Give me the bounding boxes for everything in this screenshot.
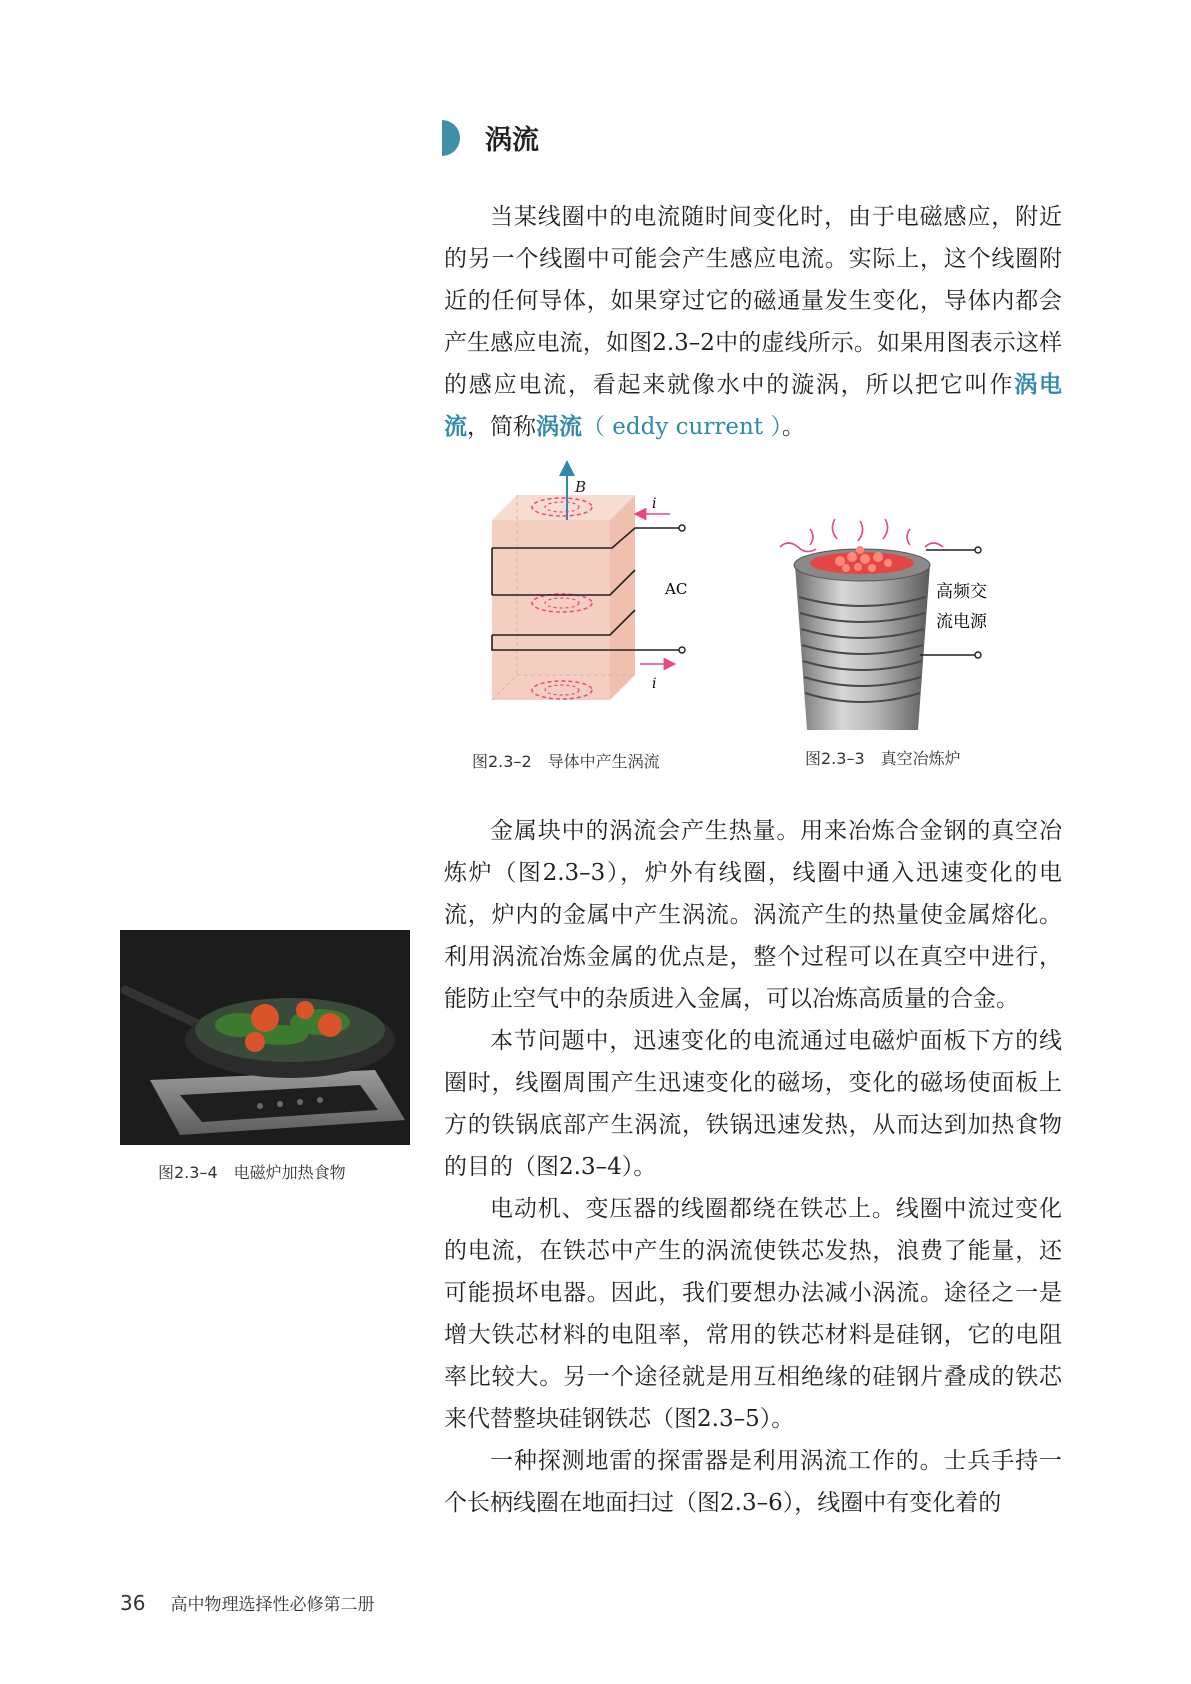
figure-vacuum-furnace [770,515,1030,735]
photo-induction-cooker [120,930,410,1145]
furnace-terminal-top [975,547,981,553]
section-heading-marker [442,120,460,156]
figure-conductor-eddy-current [470,460,730,740]
label-i-top: i [652,496,657,512]
caption-figure-2-3-4 [158,1160,346,1183]
caption-number: 图2.3–3 [805,749,865,768]
label-AC: AC [665,580,688,598]
term-english: （ eddy current ） [582,414,782,440]
page-footer [120,1590,375,1615]
conductor-block-front [492,520,610,700]
caption-number: 图2.3–4 [158,1163,218,1182]
label-i-bottom: i [652,676,657,692]
book-title: 高中物理选择性必修第二册 [170,1595,375,1615]
para1-text-c: 。 [781,414,805,440]
paragraph-mine-detector: 一种探测地雷的探雷器是利用涡流工作的。士兵手持一个长柄线圈在地面扫过（图2.3–6），线圈中有变化着的 [444,1448,1062,1516]
label-power-line1: 高频交 [936,582,987,602]
term-eddy-electric-current: 涡电流 [444,372,1063,440]
furnace-terminal-bottom [975,652,981,658]
caption-text: 导体中产生涡流 [547,752,660,771]
paragraph-induction-cooker: 本节问题中，迅速变化的电流通过电磁炉面板下方的线圈时，线圈周围产生迅速变化的磁场，变化的磁场使面板上方的铁锅底部产生涡流，铁锅迅速发热，从而达到加热食物的目的（图2.3–4）。 [444,1028,1062,1180]
section-title: 涡流 [485,125,539,156]
caption-figure-2-3-3 [805,746,961,769]
para1-text-b: ，简称 [467,414,536,440]
conductor-block-side [610,495,635,700]
page-number: 36 [120,1591,146,1615]
paragraph-eddy-intro [444,196,1062,448]
caption-text: 真空冶炼炉 [880,749,961,768]
term-eddy-current: 涡流 [536,414,582,440]
paragraph-furnace: 金属块中的涡流会产生热量。用来冶炼合金钢的真空冶炼炉（图2.3–3），炉外有线圈，线圈中通入迅速变化的电流，炉内的金属中产生涡流。涡流产生的热量使金属熔化。利用涡流冶炼金属的优点是，整个过程可以在真空中进行，能防止空气中的杂质进入金属，可以冶炼高质量的合金。 [444,818,1062,1012]
para1-text-a: 当某线圈中的电流随时间变化时，由于电磁感应，附近的另一个线圈中可能会产生感应电流。实际上，这个线圈附近的任何导体，如果穿过它的磁通量发生变化，导体内都会产生感应电流，如图2.3–2中的虚线所示。如果用图表示这样的感应电流，看起来就像水中的漩涡，所以把它叫作 [444,204,1062,398]
caption-text: 电磁炉加热食物 [233,1163,346,1182]
caption-figure-2-3-2 [472,749,660,772]
terminal-top [679,525,685,531]
label-power-line2: 流电源 [936,612,987,632]
paragraph-iron-core: 电动机、变压器的线圈都绕在铁芯上。线圈中流过变化的电流，在铁芯中产生的涡流使铁芯发热，浪费了能量，还可能损坏电器。因此，我们要想办法减小涡流。途径之一是增大铁芯材料的电阻率，常用的铁芯材料是硅钢，它的电阻率比较大。另一个途径就是用互相绝缘的硅钢片叠成的铁芯来代替整块硅钢铁芯（图2.3–5）。 [444,1196,1062,1432]
caption-number: 图2.3–2 [472,752,532,771]
label-B: B [575,478,587,496]
terminal-bottom [679,647,685,653]
